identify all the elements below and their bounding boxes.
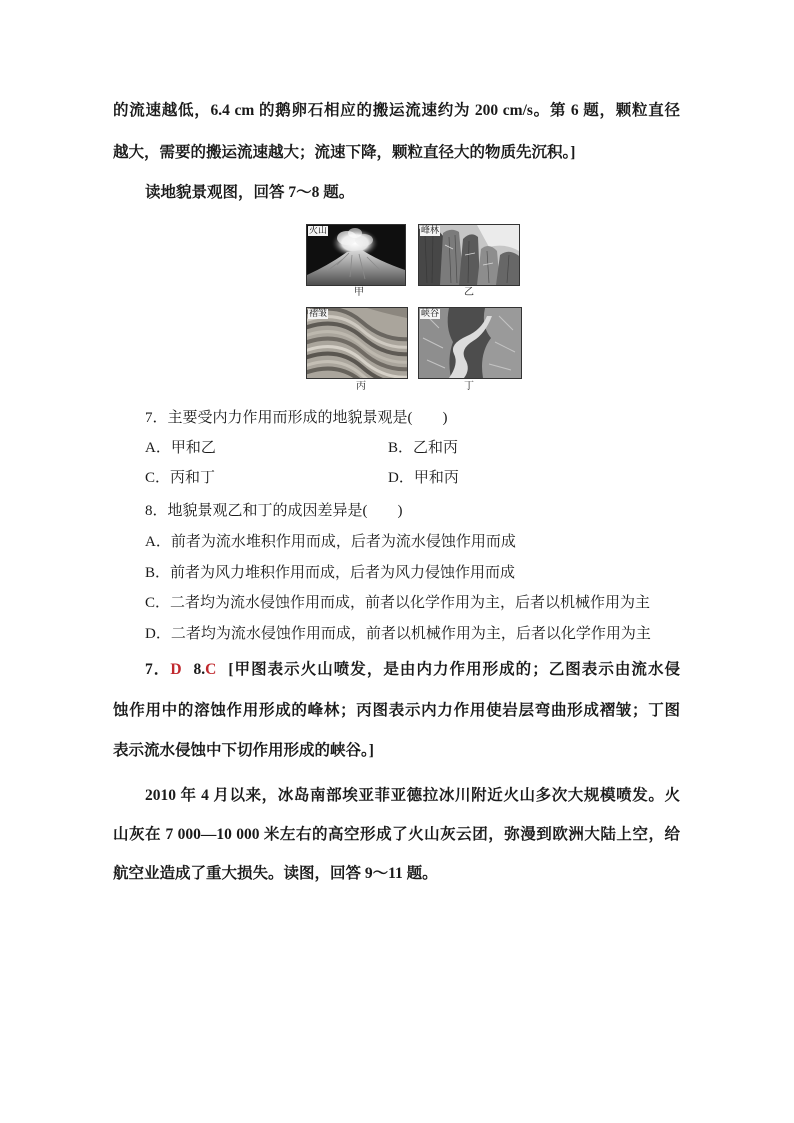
volcano-caption: 甲 bbox=[354, 287, 364, 298]
peak-forest-label: 峰林 bbox=[421, 226, 440, 236]
answer-q7-key: D bbox=[170, 661, 182, 678]
intro-line-2: 越大，需要的搬运流速越大；流速下降，颗粒直径大的物质先沉积。] bbox=[113, 144, 576, 161]
fold-caption: 丙 bbox=[356, 381, 366, 392]
intro-line-1: 的流速越低，6.4 cm 的鹅卵石相应的搬运流速约为 200 cm/s。第 6 题，颗粒直径 bbox=[113, 102, 680, 119]
question-7-option-b[interactable]: B．乙和丙 bbox=[388, 440, 459, 456]
question-8-option-a[interactable]: A．前者为流水堆积作用而成，后者为流水侵蚀作用而成 bbox=[145, 534, 516, 550]
answer-line-3: 表示流水侵蚀中下切作用形成的峡谷。] bbox=[113, 742, 374, 759]
volcano-label: 火山 bbox=[309, 226, 328, 236]
question-8-stem: 8．地貌景观乙和丁的成因差异是( ) bbox=[145, 503, 403, 519]
answer-q8-number: 8. bbox=[193, 661, 206, 678]
answer-q7-number: 7． bbox=[145, 661, 171, 678]
reading-prompt: 读地貌景观图，回答 7～8 题。 bbox=[145, 184, 355, 201]
canyon-label: 峡谷 bbox=[421, 309, 440, 319]
canyon-caption: 丁 bbox=[464, 381, 474, 392]
question-7-option-a[interactable]: A．甲和乙 bbox=[145, 440, 216, 456]
question-8-option-d[interactable]: D．二者均为流水侵蚀作用而成，前者以机械作用为主，后者以化学作用为主 bbox=[145, 626, 651, 642]
question-8-option-b[interactable]: B．前者为风力堆积作用而成，后者为风力侵蚀作用而成 bbox=[145, 565, 516, 581]
answer-line-1 bbox=[145, 660, 680, 680]
answer-q8-key: C bbox=[205, 661, 217, 678]
question-7-option-c[interactable]: C．丙和丁 bbox=[145, 470, 216, 486]
question-8-option-c[interactable]: C．二者均为流水侵蚀作用而成，前者以化学作用为主，后者以机械作用为主 bbox=[145, 595, 651, 611]
peak-forest-panel bbox=[418, 224, 520, 286]
passage-line-3: 航空业造成了重大损失。读图，回答 9～11 题。 bbox=[113, 865, 438, 882]
explanation-text-1: [甲图表示火山喷发，是由内力作用形成的；乙图表示由流水侵 bbox=[228, 661, 680, 678]
answer-line-2: 蚀作用中的溶蚀作用形成的峰林；丙图表示内力作用使岩层弯曲形成褶皱；丁图 bbox=[113, 702, 680, 719]
fold-panel bbox=[306, 307, 408, 379]
passage-line-2: 山灰在 7 000—10 000 米左右的高空形成了火山灰云团，弥漫到欧洲大陆上空，给 bbox=[113, 826, 680, 843]
question-7-option-d[interactable]: D．甲和丙 bbox=[388, 470, 459, 486]
volcano-panel bbox=[306, 224, 406, 286]
canyon-panel bbox=[418, 307, 522, 379]
passage-line-1: 2010 年 4 月以来，冰岛南部埃亚菲亚德拉冰川附近火山多次大规模喷发。火 bbox=[145, 787, 680, 804]
fold-label: 褶皱 bbox=[309, 309, 328, 319]
question-7-stem: 7．主要受内力作用而形成的地貌景观是( ) bbox=[145, 410, 448, 426]
peak-forest-caption: 乙 bbox=[464, 287, 474, 298]
